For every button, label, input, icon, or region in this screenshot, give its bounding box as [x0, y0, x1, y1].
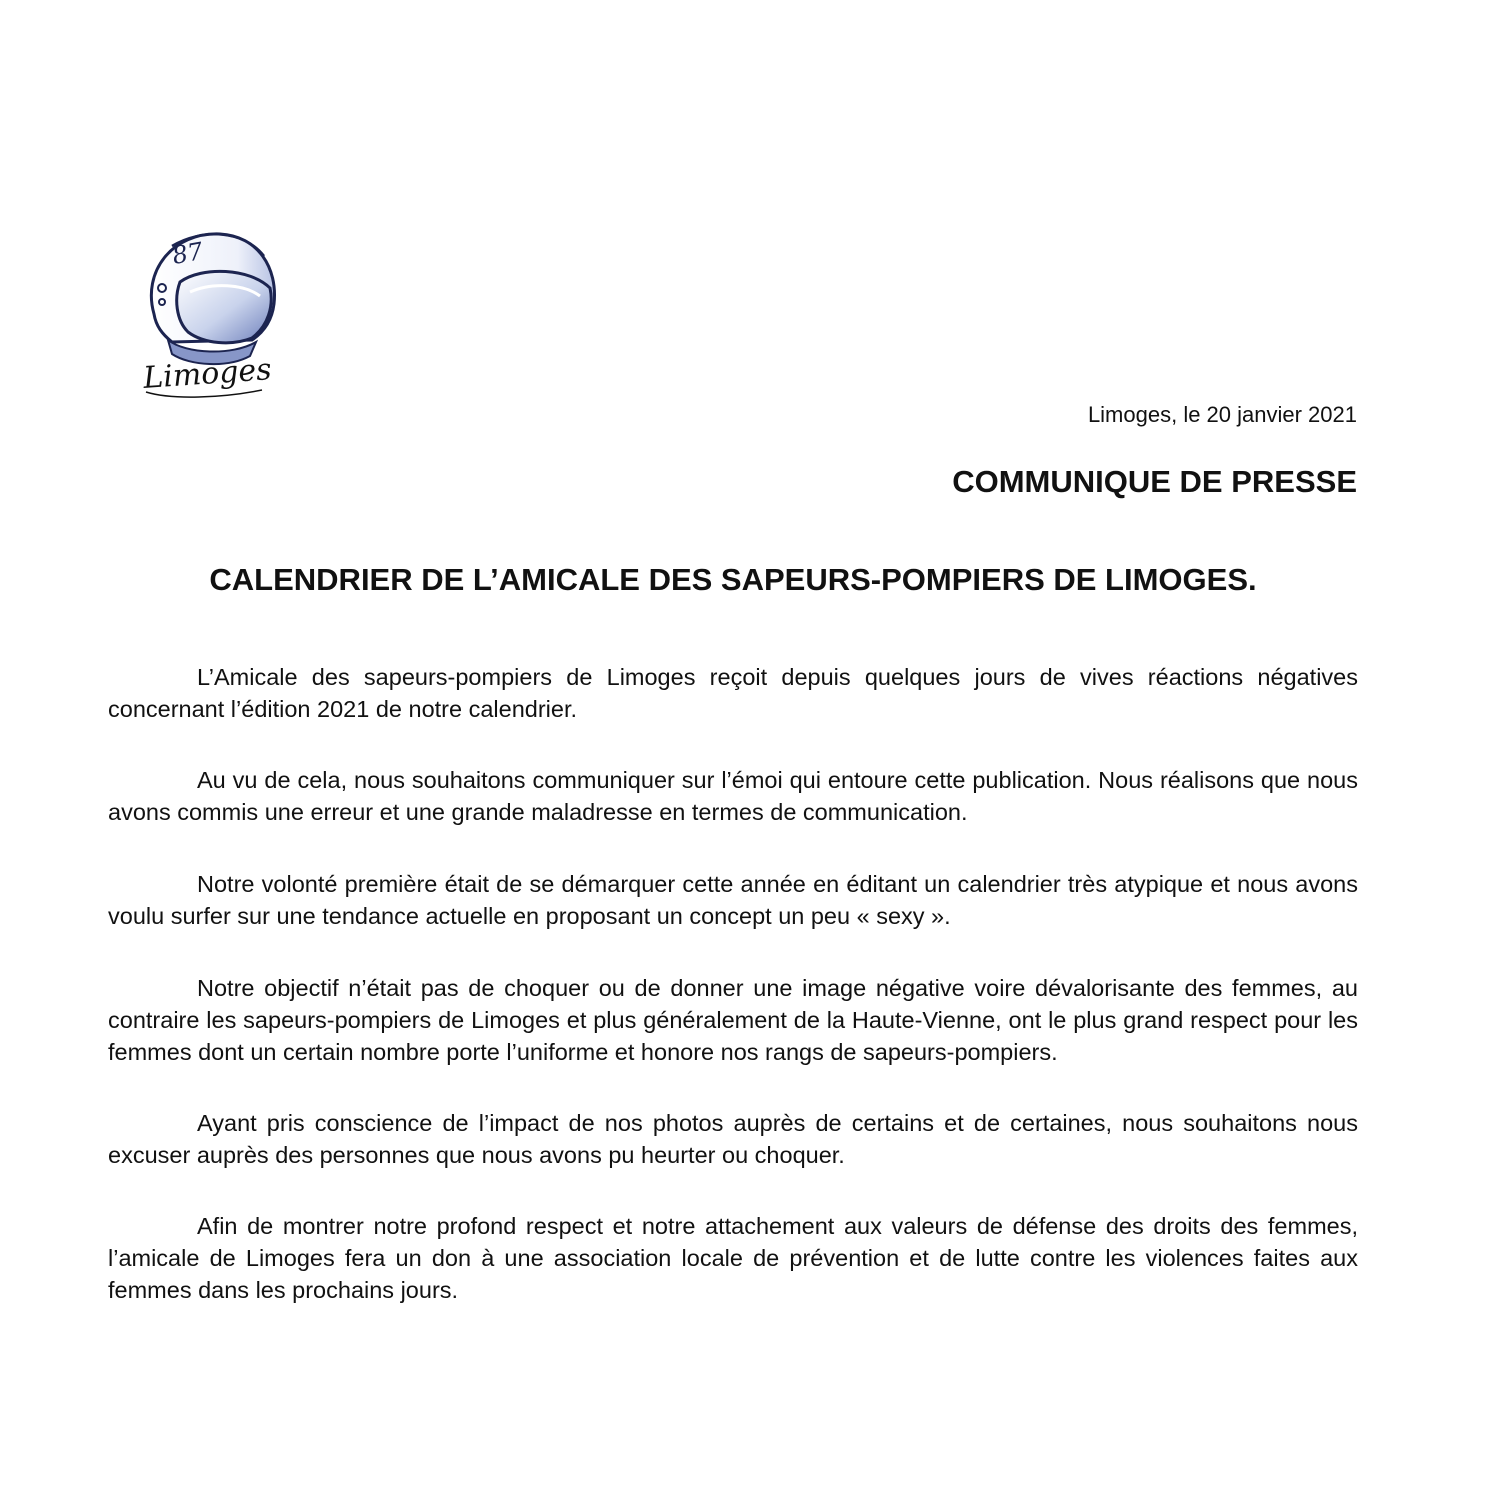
logo-city: Limoges: [142, 352, 273, 396]
date-line: Limoges, le 20 janvier 2021: [1087, 402, 1357, 427]
paragraph: Notre objectif n’était pas de choquer ou de donner une image négative voire dévalorisante des femmes, au contraire les sapeurs-pompiers de Limoges et plus généralement de la Haute-Vienne, ont le plus grand respect pour les femmes dont un certain nombre porte l’uniforme et honore nos rangs de sapeurs-pompiers.: [108, 975, 1358, 1065]
firefighter-helmet-icon: [132, 222, 292, 404]
press-release-body: [108, 661, 1358, 1306]
amicale-logo: [132, 222, 292, 404]
paragraph: Notre volonté première était de se démarquer cette année en éditant un calendrier très atypique et nous avons voulu surfer sur une tendance actuelle en proposant un concept un peu « sexy ».: [108, 871, 1358, 929]
paragraph: Ayant pris conscience de l’impact de nos photos auprès de certains et de certaines, nous souhaitons nous excuser auprès des personnes que nous avons pu heurter ou choquer.: [108, 1110, 1358, 1168]
paragraph: Afin de montrer notre profond respect et notre attachement aux valeurs de défense des droits des femmes, l’amicale de Limoges fera un don à une association locale de prévention et de lutte contre les violences faites aux femmes dans les prochains jours.: [108, 1213, 1358, 1303]
main-title: CALENDRIER DE L’AMICALE DES SAPEURS-POMPIERS DE LIMOGES.: [209, 562, 1257, 597]
press-release-heading: COMMUNIQUE DE PRESSE: [952, 464, 1357, 499]
logo-number: 87: [170, 237, 206, 270]
paragraph: Au vu de cela, nous souhaitons communiquer sur l’émoi qui entoure cette publication. Nous réalisons que nous avons commis une erreur et une grande maladresse en termes de communication.: [108, 767, 1358, 825]
paragraph: L’Amicale des sapeurs-pompiers de Limoges reçoit depuis quelques jours de vives réactions négatives concernant l’édition 2021 de notre calendrier.: [108, 664, 1358, 722]
